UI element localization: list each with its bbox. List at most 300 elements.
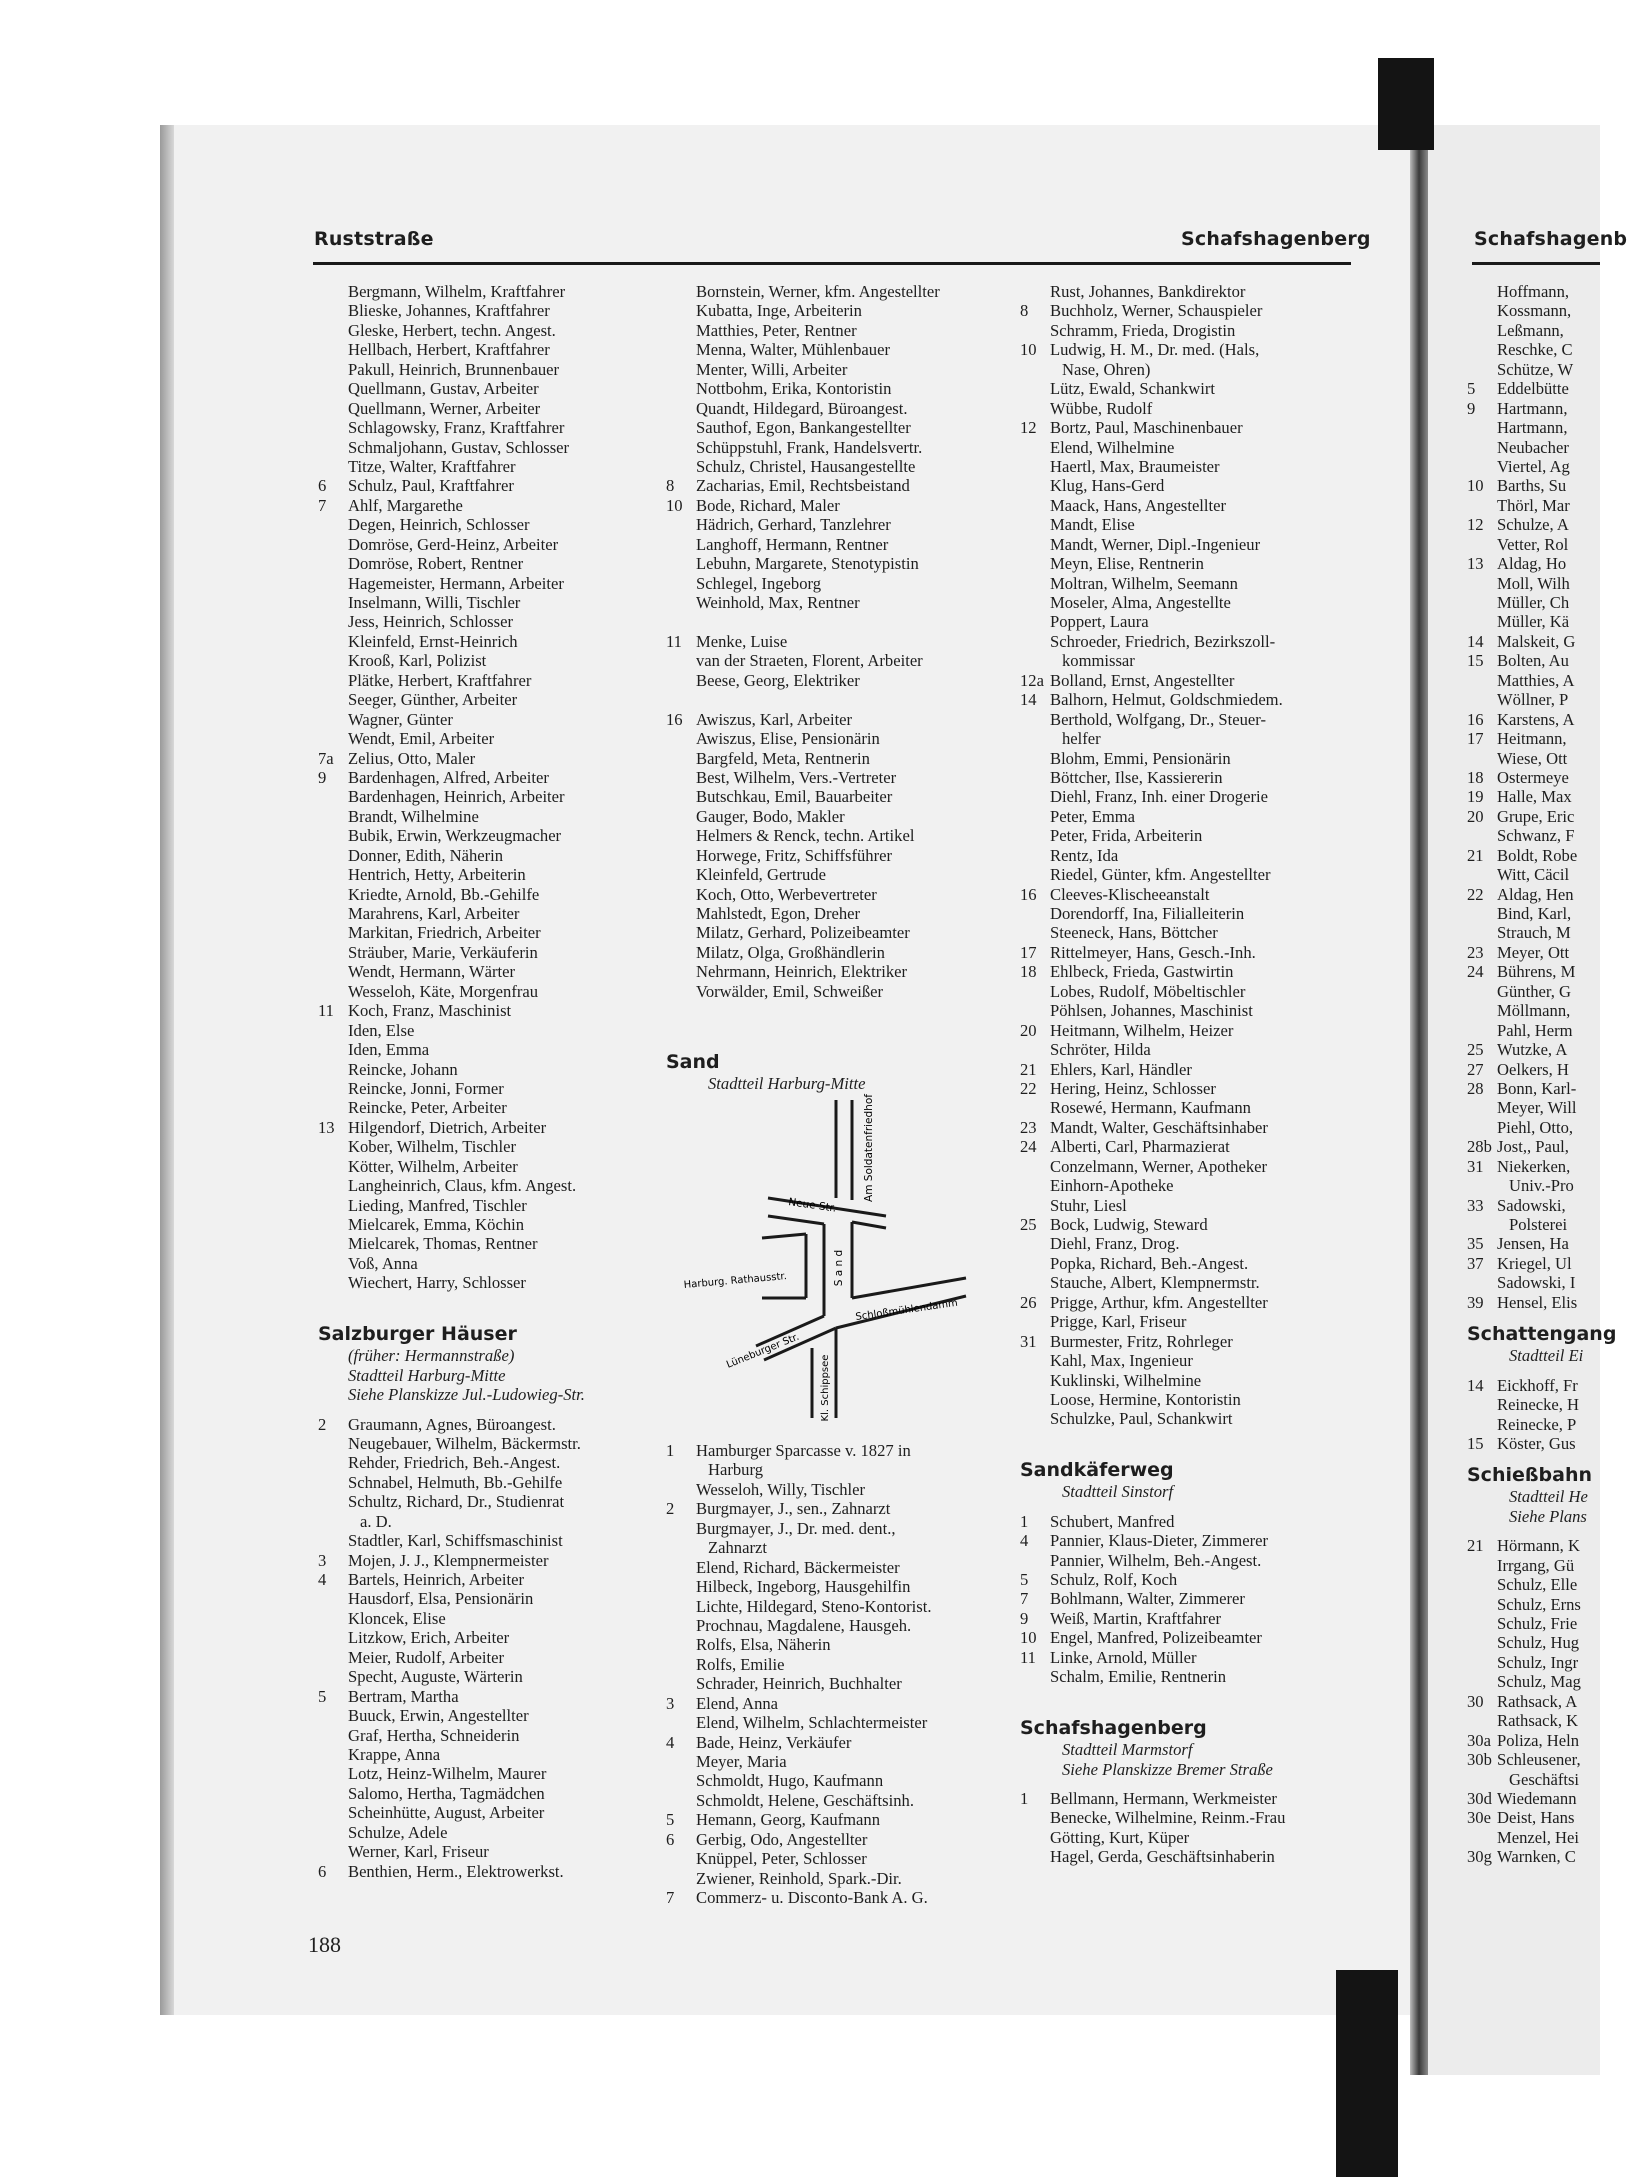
house-number: 5 xyxy=(1467,379,1476,399)
resident-text: Berthold, Wolfgang, Dr., Steuer- xyxy=(1050,709,1267,729)
directory-entry xyxy=(666,496,1006,515)
directory-entry xyxy=(1020,632,1350,651)
resident-text: Lebuhn, Margarete, Stenotypistin xyxy=(696,554,919,574)
house-number: 10 xyxy=(1020,340,1037,360)
house-number xyxy=(666,962,696,981)
resident-text: Götting, Kurt, Küper xyxy=(1050,1827,1190,1847)
house-number xyxy=(1467,438,1497,457)
directory-entry xyxy=(1467,923,1600,942)
resident-text: Schramm, Frieda, Drogistin xyxy=(1050,320,1236,340)
resident-text: Domröse, Gerd-Heinz, Arbeiter xyxy=(348,534,559,554)
resident-text: Moltran, Wilhelm, Seemann xyxy=(1050,573,1238,593)
directory-entry xyxy=(318,768,648,787)
header-rule xyxy=(313,262,1351,265)
directory-entry xyxy=(666,1519,1006,1538)
house-number xyxy=(318,1176,348,1195)
resident-text: Köster, Gus xyxy=(1497,1433,1576,1453)
directory-entry xyxy=(666,360,1006,379)
house-number xyxy=(318,982,348,1001)
resident-text: Benecke, Wilhelmine, Reinm.-Frau xyxy=(1050,1808,1286,1828)
resident-text: Reincke, Johann xyxy=(348,1059,458,1079)
directory-entry xyxy=(1020,885,1350,904)
map-label-sand: S a n d xyxy=(833,1249,845,1287)
resident-text: Bührens, M xyxy=(1497,962,1576,982)
house-number xyxy=(1467,593,1497,612)
house-number xyxy=(1467,1770,1497,1789)
directory-entry xyxy=(318,787,648,806)
directory-entry xyxy=(1467,535,1600,554)
directory-entry xyxy=(1020,1648,1350,1667)
directory-entry xyxy=(666,1888,1006,1907)
directory-entry xyxy=(1467,1021,1600,1040)
resident-text: Univ.-Pro xyxy=(1509,1176,1574,1196)
directory-entry xyxy=(666,340,1006,359)
note-text: Stadtteil Harburg-Mitte xyxy=(708,1074,866,1094)
house-number: 39 xyxy=(1467,1292,1484,1312)
resident-text: Peter, Frida, Arbeiterin xyxy=(1050,826,1203,846)
spacer xyxy=(318,1405,648,1415)
directory-entry xyxy=(1467,1770,1600,1789)
directory-entry xyxy=(1020,826,1350,845)
house-number xyxy=(666,885,696,904)
note-text: Siehe Planskizze Bremer Straße xyxy=(1062,1759,1273,1779)
house-number xyxy=(318,1667,348,1686)
resident-text: Eddelbütte xyxy=(1497,379,1569,399)
resident-text: Schulz, Frie xyxy=(1497,1614,1578,1633)
directory-entry xyxy=(1020,1609,1350,1628)
directory-entry xyxy=(1020,1215,1350,1234)
spacer xyxy=(1020,1779,1350,1789)
register-tab-bottom xyxy=(1336,1970,1398,2177)
resident-text: Rehder, Friedrich, Beh.-Angest. xyxy=(348,1453,561,1473)
house-number: 5 xyxy=(318,1686,327,1706)
resident-text: Deist, Hans xyxy=(1497,1808,1575,1828)
resident-text: Krooß, Karl, Polizist xyxy=(348,651,487,671)
directory-entry xyxy=(318,457,648,476)
house-number xyxy=(1467,1118,1497,1137)
resident-text: Hagemeister, Hermann, Arbeiter xyxy=(348,573,564,593)
directory-entry xyxy=(666,1499,1006,1518)
house-number: 30a xyxy=(1467,1730,1491,1750)
resident-text: Wendt, Emil, Arbeiter xyxy=(348,729,495,749)
resident-text: Bornstein, Werner, kfm. Angestellter xyxy=(696,282,940,301)
resident-text: Pöhlsen, Johannes, Maschinist xyxy=(1050,1001,1253,1021)
resident-text: Bardenhagen, Heinrich, Arbeiter xyxy=(348,787,565,807)
house-number xyxy=(318,1254,348,1273)
running-header-left: Ruststraße xyxy=(314,228,434,250)
house-number xyxy=(666,807,696,826)
resident-text: Pakull, Heinrich, Brunnenbauer xyxy=(348,359,560,379)
resident-text: Krappe, Anna xyxy=(348,1744,441,1764)
directory-entry xyxy=(318,476,648,495)
directory-entry xyxy=(1467,1575,1600,1594)
house-number: 3 xyxy=(666,1693,675,1713)
resident-text: Bubik, Erwin, Werkzeugmacher xyxy=(348,826,562,846)
resident-text: Buuck, Erwin, Angestellter xyxy=(348,1706,529,1726)
directory-entry xyxy=(1467,1711,1600,1730)
directory-entry xyxy=(1467,1847,1600,1866)
house-number xyxy=(1020,612,1050,631)
street-heading: Schattengang xyxy=(1467,1323,1617,1346)
directory-entry xyxy=(1467,282,1600,301)
street-note xyxy=(1020,1760,1350,1779)
directory-entry xyxy=(666,1694,1006,1713)
directory-entry xyxy=(1467,593,1600,612)
resident-text: Steeneck, Hans, Böttcher xyxy=(1050,923,1218,943)
house-number xyxy=(1467,982,1497,1001)
resident-text: Bohlmann, Walter, Zimmerer xyxy=(1050,1589,1245,1609)
house-number xyxy=(1020,1482,1050,1501)
house-number: 25 xyxy=(1467,1040,1484,1060)
house-number xyxy=(666,554,696,573)
house-number: 14 xyxy=(1467,1375,1484,1395)
resident-text: Witt, Cäcil xyxy=(1497,865,1570,885)
house-number xyxy=(1467,1595,1497,1614)
house-number xyxy=(1020,651,1050,670)
directory-entry xyxy=(666,301,1006,320)
directory-entry xyxy=(666,1597,1006,1616)
directory-entry xyxy=(1467,885,1600,904)
resident-text: Kriegel, Ul xyxy=(1497,1253,1572,1273)
resident-text: Matthies, Peter, Rentner xyxy=(696,320,857,340)
resident-text: Iden, Emma xyxy=(348,1040,430,1060)
resident-text: Diehl, Franz, Drog. xyxy=(1050,1234,1180,1254)
house-number xyxy=(318,1273,348,1292)
resident-text: Seeger, Günther, Arbeiter xyxy=(348,690,518,710)
directory-entry xyxy=(1020,1371,1350,1390)
resident-text: Helmers & Renck, techn. Artikel xyxy=(696,826,915,846)
directory-entry xyxy=(318,1589,648,1608)
spacer xyxy=(666,1021,1006,1040)
resident-text: helfer xyxy=(1062,729,1101,749)
house-number xyxy=(666,923,696,942)
resident-text: Bonn, Karl- xyxy=(1497,1078,1577,1098)
resident-text: Peter, Emma xyxy=(1050,806,1136,826)
resident-text: Kleinfeld, Gertrude xyxy=(696,865,826,885)
directory-entry xyxy=(1020,1551,1350,1570)
resident-text: Marahrens, Karl, Arbeiter xyxy=(348,904,520,923)
resident-text: Jost,, Paul, xyxy=(1497,1137,1569,1157)
house-number xyxy=(1467,1575,1497,1594)
directory-entry xyxy=(318,1551,648,1570)
directory-entry xyxy=(318,554,648,573)
house-number xyxy=(1467,690,1497,709)
directory-entry xyxy=(1020,671,1350,690)
house-number xyxy=(318,651,348,670)
spacer xyxy=(1467,1366,1600,1376)
resident-text: Ahlf, Margarethe xyxy=(348,495,463,515)
resident-text: Graf, Hertha, Schneiderin xyxy=(348,1725,520,1745)
house-number xyxy=(1467,1273,1497,1292)
directory-entry xyxy=(1467,496,1600,515)
directory-entry xyxy=(1020,593,1350,612)
house-number xyxy=(666,1752,696,1771)
spacer xyxy=(1020,1687,1350,1706)
house-number xyxy=(1020,710,1050,729)
house-number: 30e xyxy=(1467,1808,1491,1828)
resident-text: Hensel, Elis xyxy=(1497,1292,1578,1312)
resident-text: Plätke, Herbert, Kraftfahrer xyxy=(348,670,532,690)
resident-text: Bolten, Au xyxy=(1497,651,1569,671)
house-number xyxy=(1467,1098,1497,1117)
spacer xyxy=(1467,1312,1600,1322)
directory-entry xyxy=(1020,301,1350,320)
house-number xyxy=(1467,749,1497,768)
column-3 xyxy=(1020,282,1350,1867)
directory-entry xyxy=(666,399,1006,418)
directory-entry xyxy=(318,1726,648,1745)
resident-text: Koch, Otto, Werbevertreter xyxy=(696,884,877,904)
directory-entry xyxy=(1020,457,1350,476)
directory-entry xyxy=(1020,1589,1350,1608)
resident-text: Prochnau, Magdalene, Hausgeh. xyxy=(696,1615,912,1635)
house-number: 6 xyxy=(318,476,327,496)
resident-text: Hartmann, xyxy=(1497,418,1568,438)
directory-entry xyxy=(1467,1415,1600,1434)
house-number: 4 xyxy=(318,1570,327,1589)
spacer xyxy=(1020,1502,1350,1512)
house-number xyxy=(318,923,348,942)
house-number xyxy=(318,1648,348,1667)
house-number xyxy=(1467,904,1497,923)
directory-entry xyxy=(318,535,648,554)
resident-text: Bertram, Martha xyxy=(348,1686,459,1706)
resident-text: Nottbohm, Erika, Kontoristin xyxy=(696,379,892,399)
house-number xyxy=(1020,1196,1050,1215)
house-number xyxy=(1020,515,1050,534)
directory-entry xyxy=(1467,1633,1600,1652)
directory-entry xyxy=(666,1849,1006,1868)
resident-text: Günther, G xyxy=(1497,981,1571,1001)
directory-entry xyxy=(666,962,1006,981)
directory-entry xyxy=(1467,826,1600,845)
resident-text: Reinecke, P xyxy=(1497,1414,1577,1434)
directory-entry xyxy=(318,1745,648,1764)
resident-text: Malskeit, G xyxy=(1497,631,1576,651)
house-number xyxy=(1467,1176,1497,1195)
directory-entry xyxy=(318,574,648,593)
house-number xyxy=(318,807,348,826)
house-number xyxy=(1467,1653,1497,1672)
resident-text: Pannier, Klaus-Dieter, Zimmerer xyxy=(1050,1531,1268,1551)
resident-text: Warnken, C xyxy=(1497,1847,1576,1867)
resident-text: a. D. xyxy=(360,1511,392,1531)
resident-text: Schleusener, xyxy=(1497,1750,1581,1770)
resident-text: Scheinhütte, August, Arbeiter xyxy=(348,1803,545,1823)
resident-text: Rathsack, A xyxy=(1497,1691,1578,1711)
resident-text: Beese, Georg, Elektriker xyxy=(696,670,860,690)
resident-text: Bartels, Heinrich, Arbeiter xyxy=(348,1570,525,1589)
directory-entry xyxy=(1020,1409,1350,1428)
resident-text: Elend, Wilhelm, Schlachtermeister xyxy=(696,1713,928,1733)
house-number xyxy=(318,379,348,398)
resident-text: Schlegel, Ingeborg xyxy=(696,573,822,593)
resident-text: Diehl, Franz, Inh. einer Drogerie xyxy=(1050,787,1268,807)
directory-entry xyxy=(1467,1614,1600,1633)
house-number xyxy=(318,943,348,962)
directory-entry xyxy=(1467,1215,1600,1234)
resident-text: Nase, Ohren) xyxy=(1062,359,1151,379)
house-number xyxy=(666,321,696,340)
resident-text: Koch, Franz, Maschinist xyxy=(348,1001,512,1021)
directory-entry xyxy=(1467,457,1600,476)
directory-entry xyxy=(318,1234,648,1253)
resident-text: Mandt, Elise xyxy=(1050,515,1135,535)
house-number xyxy=(666,438,696,457)
directory-entry xyxy=(666,1713,1006,1732)
resident-text: Gauger, Bodo, Makler xyxy=(696,806,845,826)
house-number xyxy=(1020,399,1050,418)
resident-text: Bode, Richard, Maler xyxy=(696,495,840,515)
directory-entry xyxy=(318,1176,648,1195)
directory-entry xyxy=(1467,768,1600,787)
resident-text: Oelkers, H xyxy=(1497,1059,1569,1079)
directory-entry xyxy=(1020,1512,1350,1531)
directory-entry xyxy=(318,321,648,340)
resident-text: Hellbach, Herbert, Kraftfahrer xyxy=(348,340,550,360)
house-number xyxy=(318,962,348,981)
resident-text: Möllmann, xyxy=(1497,1001,1571,1021)
house-number xyxy=(666,1655,696,1674)
resident-text: Kleinfeld, Ernst-Heinrich xyxy=(348,631,518,651)
resident-text: Riedel, Günter, kfm. Angestellter xyxy=(1050,865,1271,885)
resident-text: Heitmann, xyxy=(1497,729,1567,749)
directory-entry xyxy=(1020,1531,1350,1550)
house-number: 28b xyxy=(1467,1137,1492,1157)
house-number xyxy=(666,1577,696,1596)
house-number xyxy=(666,301,696,320)
house-number xyxy=(318,787,348,806)
house-number xyxy=(1467,1614,1497,1633)
resident-text: Matthies, A xyxy=(1497,670,1575,690)
directory-entry xyxy=(666,787,1006,806)
resident-text: Schulz, Mag xyxy=(1497,1672,1581,1692)
resident-text: Bind, Karl, xyxy=(1497,904,1572,923)
resident-text: Elend, Anna xyxy=(696,1693,779,1713)
resident-text: Hädrich, Gerhard, Tanzlehrer xyxy=(696,515,891,535)
house-number xyxy=(1467,865,1497,884)
directory-entry xyxy=(318,729,648,748)
resident-text: Buchholz, Werner, Schauspieler xyxy=(1050,301,1263,321)
house-number xyxy=(1020,1234,1050,1253)
directory-entry xyxy=(666,1577,1006,1596)
directory-entry xyxy=(666,1538,1006,1557)
directory-entry xyxy=(318,1453,648,1472)
house-number: 1 xyxy=(1020,1788,1029,1808)
house-number xyxy=(1467,457,1497,476)
directory-entry xyxy=(666,943,1006,962)
house-number xyxy=(318,690,348,709)
directory-entry xyxy=(1467,418,1600,437)
directory-entry xyxy=(1467,1376,1600,1395)
resident-text: Leßmann, xyxy=(1497,320,1564,340)
house-number xyxy=(1020,1157,1050,1176)
house-number xyxy=(1467,1215,1497,1234)
directory-entry xyxy=(1020,846,1350,865)
directory-entry xyxy=(1467,1273,1600,1292)
spacer xyxy=(666,612,1006,631)
resident-text: Inselmann, Willi, Tischler xyxy=(348,593,521,612)
directory-entry xyxy=(1467,360,1600,379)
directory-entry xyxy=(318,1512,648,1531)
house-number xyxy=(318,632,348,651)
directory-entry xyxy=(1467,321,1600,340)
resident-text: Wagner, Günter xyxy=(348,709,453,729)
resident-text: Wübbe, Rudolf xyxy=(1050,398,1153,418)
map-label-schlossmuehlendamm: Schloßmühlendamm xyxy=(854,1297,959,1323)
resident-text: Lütz, Ewald, Schankwirt xyxy=(1050,379,1215,399)
resident-text: Klug, Hans-Gerd xyxy=(1050,476,1165,496)
house-number xyxy=(1020,379,1050,398)
house-number xyxy=(1020,1371,1050,1390)
directory-entry xyxy=(1467,1001,1600,1020)
resident-text: Kober, Wilhelm, Tischler xyxy=(348,1137,516,1157)
directory-entry xyxy=(666,1460,1006,1479)
house-number xyxy=(318,1784,348,1803)
directory-entry xyxy=(318,1060,648,1079)
house-number xyxy=(318,535,348,554)
directory-entry xyxy=(1467,1234,1600,1253)
directory-entry xyxy=(318,379,648,398)
resident-text: Haertl, Max, Braumeister xyxy=(1050,456,1220,476)
house-number xyxy=(1020,749,1050,768)
directory-entry xyxy=(318,865,648,884)
resident-text: Quellmann, Werner, Arbeiter xyxy=(348,398,541,418)
house-number xyxy=(1020,632,1050,651)
directory-entry xyxy=(666,1674,1006,1693)
resident-text: Müller, Ch xyxy=(1497,593,1570,612)
resident-text: Meyer, Maria xyxy=(696,1752,787,1771)
house-number xyxy=(318,1512,348,1531)
resident-text: Ehlers, Karl, Händler xyxy=(1050,1059,1192,1079)
house-number xyxy=(1020,1828,1050,1847)
resident-text: Hentrich, Hetty, Arbeiterin xyxy=(348,865,526,885)
resident-text: Niekerken, xyxy=(1497,1156,1571,1176)
house-number xyxy=(318,1215,348,1234)
house-number xyxy=(1467,1633,1497,1652)
directory-entry xyxy=(1020,904,1350,923)
resident-text: Boldt, Robe xyxy=(1497,845,1578,865)
resident-text: Schulze, Adele xyxy=(348,1822,448,1842)
house-number xyxy=(318,846,348,865)
resident-text: Müller, Kä xyxy=(1497,612,1570,632)
house-number: 7a xyxy=(318,748,334,768)
house-number xyxy=(1467,1487,1497,1506)
resident-text: Stuhr, Liesl xyxy=(1050,1195,1127,1215)
directory-entry xyxy=(1467,1536,1600,1555)
directory-entry xyxy=(666,923,1006,942)
house-number: 11 xyxy=(1020,1647,1036,1667)
resident-text: Poliza, Heln xyxy=(1497,1730,1580,1750)
resident-text: Wesseloh, Käte, Morgenfrau xyxy=(348,981,539,1001)
directory-entry xyxy=(666,865,1006,884)
house-number xyxy=(1467,1507,1497,1526)
resident-text: Schulz, Erns xyxy=(1497,1594,1581,1614)
resident-text: Kriedte, Arnold, Bb.-Gehilfe xyxy=(348,884,540,904)
resident-text: Schüppstuhl, Frank, Handelsvertr. xyxy=(696,437,923,457)
directory-entry xyxy=(1020,418,1350,437)
resident-text: Prigge, Arthur, kfm. Angestellter xyxy=(1050,1292,1268,1312)
directory-entry xyxy=(318,1531,648,1550)
house-number xyxy=(318,1137,348,1156)
directory-entry xyxy=(1467,943,1600,962)
house-number xyxy=(1020,496,1050,515)
house-number: 18 xyxy=(1467,767,1484,787)
resident-text: Zahnarzt xyxy=(708,1538,767,1558)
directory-entry xyxy=(1467,515,1600,534)
directory-entry xyxy=(1020,612,1350,631)
resident-text: Wiechert, Harry, Schlosser xyxy=(348,1273,526,1293)
